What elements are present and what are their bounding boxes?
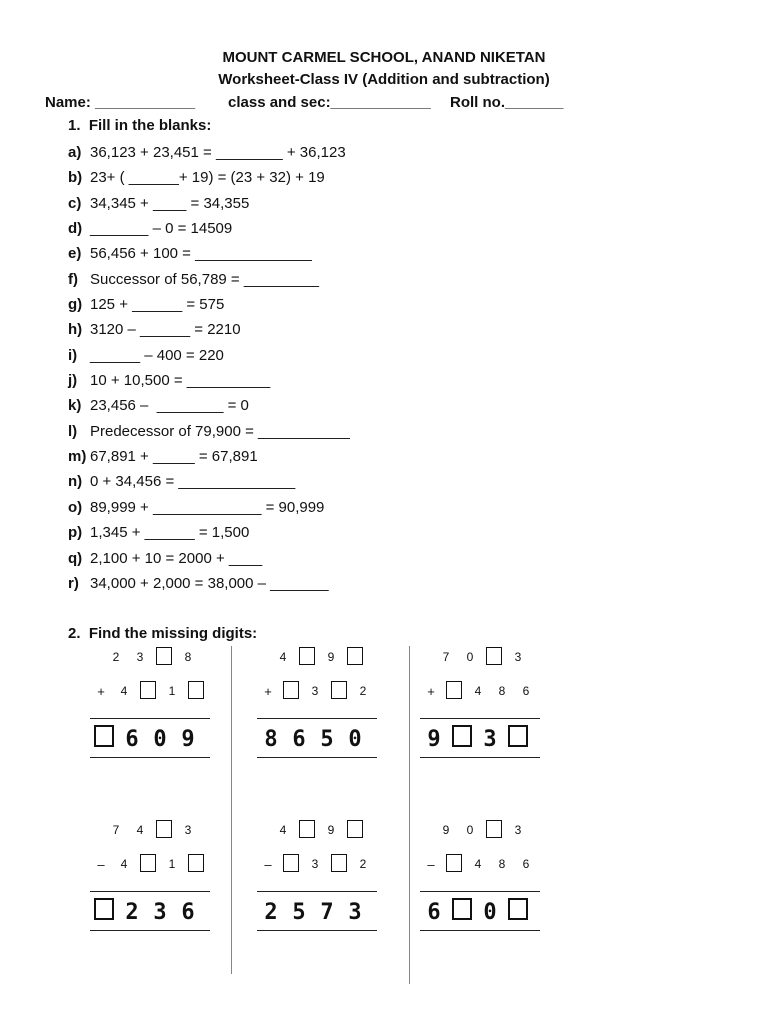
- top-blank: [343, 820, 367, 841]
- missing-digits-problem: [90, 644, 230, 758]
- sum-line-bottom: [257, 757, 377, 758]
- answer-digit: 9: [427, 726, 441, 752]
- missing-digits-problem: [420, 644, 560, 758]
- bottom-digit: 3: [311, 857, 319, 871]
- fill-blank-item: [68, 216, 350, 241]
- sum-line-bottom: [420, 930, 540, 931]
- missing-digit-box[interactable]: [299, 647, 315, 665]
- top-digit: 7: [442, 650, 450, 664]
- answer-digit: 6: [125, 726, 139, 752]
- top-addend: [257, 817, 397, 843]
- fill-blank-item: [68, 343, 350, 368]
- fill-blank-item: [68, 469, 350, 494]
- item-letter: o): [68, 498, 83, 516]
- bottom-addend: [90, 851, 230, 877]
- top-digit: 4: [279, 823, 287, 837]
- item-letter: a): [68, 144, 82, 161]
- missing-digit-box[interactable]: [283, 854, 299, 872]
- bottom-digit: 4: [120, 684, 128, 698]
- answer-blank: [448, 898, 476, 926]
- item-text: _______ – 0 = 14509: [90, 220, 233, 238]
- top-digit: 9: [327, 650, 335, 664]
- top-blank: [295, 820, 319, 841]
- name-field-label: Name: ____________: [45, 94, 196, 111]
- minus-sign: –: [97, 856, 105, 872]
- sum-line-top: [257, 891, 377, 892]
- bottom-blank: [442, 854, 466, 875]
- top-addend: [420, 644, 560, 670]
- missing-digits-problem: [90, 817, 230, 931]
- bottom-digit: 8: [498, 684, 506, 698]
- missing-digits-problem: [257, 644, 397, 758]
- fill-blanks-list: [68, 140, 350, 596]
- answer-row: [90, 896, 230, 928]
- minus-sign: –: [427, 856, 435, 872]
- top-blank: [295, 647, 319, 668]
- missing-digits-problem: [257, 817, 397, 931]
- answer-digit: 7: [320, 899, 334, 925]
- fill-blank-item: [68, 317, 350, 342]
- fill-blank-item: [68, 546, 350, 571]
- missing-digit-box[interactable]: [446, 681, 462, 699]
- roll-number-label: Roll no._______: [450, 94, 564, 111]
- bottom-addend: [420, 678, 560, 704]
- answer-row: [90, 723, 230, 755]
- answer-blank: [448, 725, 476, 753]
- sum-line-bottom: [90, 757, 210, 758]
- answer-digit: 0: [153, 726, 167, 752]
- answer-digit: 9: [181, 726, 195, 752]
- top-addend: [257, 644, 397, 670]
- bottom-addend: [257, 851, 397, 877]
- item-text: Successor of 56,789 = _________: [90, 270, 319, 288]
- top-digit: 3: [136, 650, 144, 664]
- top-blank: [343, 647, 367, 668]
- top-addend: [90, 817, 230, 843]
- item-letter: k): [68, 397, 82, 415]
- top-digit: 4: [136, 823, 144, 837]
- answer-blank: [90, 898, 118, 926]
- plus-sign: +: [264, 683, 272, 699]
- item-text: 3120 – ______ = 2210: [90, 321, 241, 339]
- bottom-blank: [184, 681, 208, 702]
- question-1-heading: 1. Fill in the blanks:: [68, 117, 212, 134]
- fill-blank-item: [68, 241, 350, 266]
- school-title: MOUNT CARMEL SCHOOL, ANAND NIKETAN: [222, 49, 546, 66]
- bottom-digit: 4: [120, 857, 128, 871]
- bottom-addend: [257, 678, 397, 704]
- answer-row: [257, 723, 397, 755]
- item-text: 34,345 + ____ = 34,355: [90, 194, 250, 212]
- item-text: 34,000 + 2,000 = 38,000 – _______: [90, 574, 329, 592]
- missing-digit-box[interactable]: [508, 725, 528, 747]
- answer-row: [420, 896, 560, 928]
- sum-line-top: [90, 891, 210, 892]
- item-letter: g): [68, 296, 83, 314]
- bottom-digit: 2: [359, 857, 367, 871]
- item-letter: j): [68, 372, 78, 390]
- fill-blank-item: [68, 444, 350, 469]
- top-digit: 8: [184, 650, 192, 664]
- bottom-digit: 2: [359, 684, 367, 698]
- missing-digit-box[interactable]: [188, 681, 204, 699]
- bottom-addend: [420, 851, 560, 877]
- top-digit: 2: [112, 650, 120, 664]
- item-letter: n): [68, 473, 83, 491]
- answer-digit: 6: [292, 726, 306, 752]
- item-text: 2,100 + 10 = 2000 + ____: [90, 549, 263, 567]
- column-divider-right: [409, 646, 410, 984]
- bottom-digit: 6: [522, 857, 530, 871]
- answer-digit: 6: [427, 899, 441, 925]
- answer-digit: 8: [264, 726, 278, 752]
- answer-digit: 0: [483, 899, 497, 925]
- missing-digit-box[interactable]: [331, 854, 347, 872]
- bottom-digit: 8: [498, 857, 506, 871]
- item-letter: h): [68, 321, 83, 339]
- missing-digit-box[interactable]: [156, 820, 172, 838]
- sum-line-bottom: [420, 757, 540, 758]
- fill-blank-item: [68, 495, 350, 520]
- top-digit: 9: [327, 823, 335, 837]
- top-digit: 0: [466, 650, 474, 664]
- item-letter: d): [68, 220, 83, 238]
- item-letter: e): [68, 245, 82, 263]
- bottom-blank: [136, 854, 160, 875]
- item-text: 89,999 + _____________ = 90,999: [90, 498, 325, 516]
- top-digit: 3: [184, 823, 192, 837]
- missing-digit-box[interactable]: [347, 647, 363, 665]
- bottom-blank: [279, 681, 303, 702]
- fill-blank-item: [68, 165, 350, 190]
- fill-blank-item: [68, 368, 350, 393]
- top-digit: 0: [466, 823, 474, 837]
- answer-digit: 3: [348, 899, 362, 925]
- bottom-blank: [327, 681, 351, 702]
- bottom-digit: 1: [168, 684, 176, 698]
- missing-digit-box[interactable]: [452, 725, 472, 747]
- fill-blank-item: [68, 393, 350, 418]
- sum-line-top: [420, 718, 540, 719]
- item-letter: c): [68, 194, 82, 212]
- plus-sign: +: [97, 683, 105, 699]
- item-letter: q): [68, 549, 83, 567]
- missing-digit-box[interactable]: [446, 854, 462, 872]
- missing-digit-box[interactable]: [94, 898, 114, 920]
- missing-digit-box[interactable]: [140, 681, 156, 699]
- item-text: 1,345 + ______ = 1,500: [90, 524, 250, 542]
- item-text: ______ – 400 = 220: [90, 346, 224, 364]
- answer-digit: 6: [181, 899, 195, 925]
- worksheet-subtitle: Worksheet-Class IV (Addition and subtraction): [218, 71, 550, 88]
- top-addend: [420, 817, 560, 843]
- item-letter: m): [68, 448, 87, 466]
- item-text: Predecessor of 79,900 = ___________: [90, 422, 350, 440]
- sum-line-top: [257, 718, 377, 719]
- item-text: 0 + 34,456 = ______________: [90, 473, 296, 491]
- fill-blank-item: [68, 419, 350, 444]
- answer-digit: 0: [348, 726, 362, 752]
- item-letter: f): [68, 270, 78, 288]
- item-letter: l): [68, 422, 78, 440]
- sum-line-top: [90, 718, 210, 719]
- top-digit: 3: [514, 823, 522, 837]
- answer-row: [420, 723, 560, 755]
- item-text: 23,456 – ________ = 0: [90, 397, 249, 415]
- missing-digit-box[interactable]: [94, 725, 114, 747]
- answer-digit: 2: [125, 899, 139, 925]
- sum-line-top: [420, 891, 540, 892]
- bottom-blank: [279, 854, 303, 875]
- missing-digit-box[interactable]: [140, 854, 156, 872]
- minus-sign: –: [264, 856, 272, 872]
- top-blank: [152, 820, 176, 841]
- top-digit: 9: [442, 823, 450, 837]
- missing-digits-problem: [420, 817, 560, 931]
- fill-blank-item: [68, 520, 350, 545]
- missing-digit-box[interactable]: [486, 820, 502, 838]
- fill-blank-item: [68, 191, 350, 216]
- plus-sign: +: [427, 683, 435, 699]
- missing-digit-box[interactable]: [508, 898, 528, 920]
- bottom-digit: 4: [474, 684, 482, 698]
- bottom-blank: [136, 681, 160, 702]
- missing-digit-box[interactable]: [283, 681, 299, 699]
- bottom-addend: [90, 678, 230, 704]
- answer-digit: 2: [264, 899, 278, 925]
- missing-digit-box[interactable]: [299, 820, 315, 838]
- top-digit: 7: [112, 823, 120, 837]
- fill-blank-item: [68, 571, 350, 596]
- missing-digit-box[interactable]: [156, 647, 172, 665]
- answer-blank: [90, 725, 118, 753]
- bottom-blank: [442, 681, 466, 702]
- item-text: 125 + ______ = 575: [90, 296, 225, 314]
- answer-blank: [504, 725, 532, 753]
- item-letter: b): [68, 169, 83, 187]
- answer-row: [257, 896, 397, 928]
- missing-digit-box[interactable]: [452, 898, 472, 920]
- item-text: 67,891 + _____ = 67,891: [90, 448, 258, 466]
- item-text: 23+ ( ______+ 19) = (23 + 32) + 19: [90, 169, 325, 187]
- missing-digit-box[interactable]: [347, 820, 363, 838]
- bottom-blank: [327, 854, 351, 875]
- top-digit: 4: [279, 650, 287, 664]
- answer-blank: [504, 898, 532, 926]
- answer-digit: 5: [292, 899, 306, 925]
- fill-blank-item: [68, 267, 350, 292]
- bottom-digit: 3: [311, 684, 319, 698]
- item-text: 56,456 + 100 = ______________: [90, 245, 312, 263]
- sum-line-bottom: [257, 930, 377, 931]
- missing-digit-box[interactable]: [188, 854, 204, 872]
- answer-digit: 3: [153, 899, 167, 925]
- question-2-heading: 2. Find the missing digits:: [68, 625, 258, 642]
- item-letter: i): [68, 346, 78, 364]
- answer-digit: 3: [483, 726, 497, 752]
- missing-digit-box[interactable]: [486, 647, 502, 665]
- sum-line-bottom: [90, 930, 210, 931]
- item-letter: p): [68, 524, 83, 542]
- top-digit: 3: [514, 650, 522, 664]
- item-text: 36,123 + 23,451 = ________ + 36,123: [90, 144, 346, 161]
- top-blank: [482, 820, 506, 841]
- answer-digit: 5: [320, 726, 334, 752]
- bottom-digit: 1: [168, 857, 176, 871]
- fill-blank-item: [68, 292, 350, 317]
- item-text: 10 + 10,500 = __________: [90, 372, 271, 390]
- bottom-digit: 6: [522, 684, 530, 698]
- top-addend: [90, 644, 230, 670]
- top-blank: [152, 647, 176, 668]
- fill-blank-item: [68, 140, 350, 165]
- column-divider-left: [231, 646, 232, 974]
- item-letter: r): [68, 574, 79, 592]
- missing-digit-box[interactable]: [331, 681, 347, 699]
- top-blank: [482, 647, 506, 668]
- bottom-blank: [184, 854, 208, 875]
- bottom-digit: 4: [474, 857, 482, 871]
- class-section-label: class and sec:____________: [228, 94, 431, 111]
